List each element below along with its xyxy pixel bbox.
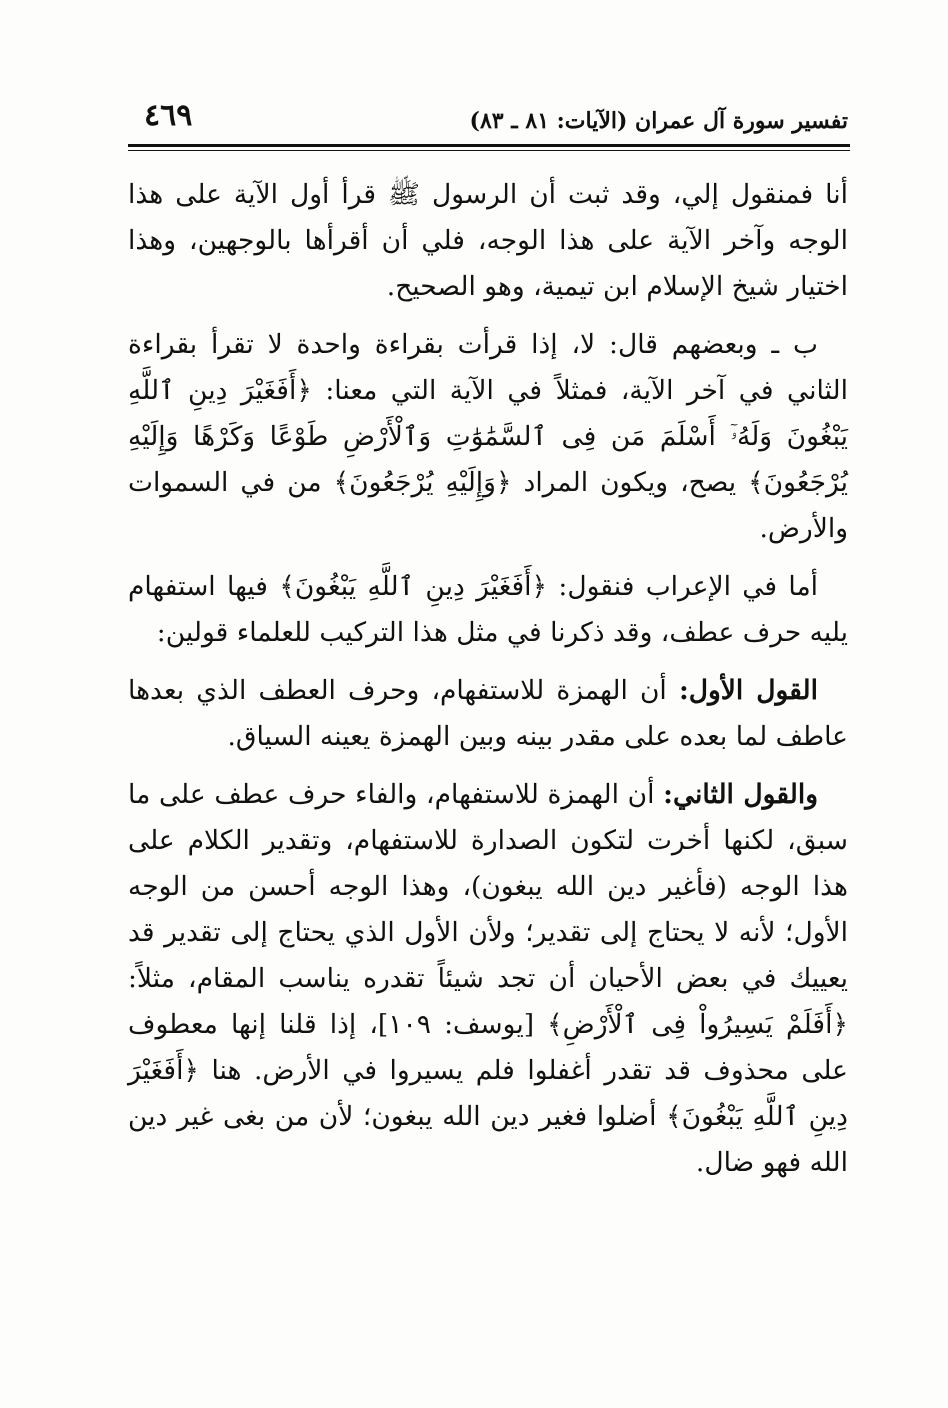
paragraph-2-text-3: من في السموات والأرض. [128,467,848,544]
paragraph-5-text-2: [يوسف: ١٠٩]، إذا قلنا إنها معطوف على محذوف قد تقدر أغفلوا فلم يسيروا في الأرض. هنا [128,1009,848,1086]
quran-verse-1: ﴿أَفَغَيْرَ دِينِ ٱللَّهِ يَبْغُونَ وَلَهُۥٓ أَسْلَمَ مَن فِى ٱلسَّمَٰوَٰتِ وَٱلْأَرْضِ طَوْعًا وَكَرْهًا وَإِلَيْهِ يُرْجَعُونَ﴾ [128,375,848,498]
paragraph-3-text-1: أما في الإعراب فنقول: [547,571,819,602]
paragraph-4-text: أن الهمزة للاستفهام، وحرف العطف الذي بعدها عاطف لما بعده على مقدر بينه وبين الهمزة يعينه السياق. [128,675,848,752]
quran-verse-3: ﴿أَفَغَيْرَ دِينِ ٱللَّهِ يَبْغُونَ﴾ [279,571,548,602]
paragraph-2-text-1: ب ـ وبعضهم قال: لا، إذا قرأت بقراءة واحدة لا تقرأ بقراءة الثاني في آخر الآية، فمثلاً في الآية التي معنا: [128,329,848,406]
quran-verse-2: ﴿وَإِلَيْهِ يُرْجَعُونَ﴾ [333,467,512,498]
paragraph-2-text-2: يصح، ويكون المراد [511,467,749,498]
paragraph-5-text-3: أضلوا فغير دين الله يبغون؛ لأن من بغى غير دين الله فهو ضال. [128,1101,848,1178]
page-number: ٤٦٩ [144,98,193,133]
header-rule-thin [128,150,850,151]
quran-verse-5: ﴿أَفَغَيْرَ دِينِ ٱللَّهِ يَبْغُونَ﴾ [128,1055,848,1132]
paragraph-3-text-2: فيها استفهام يليه حرف عطف، وقد ذكرنا في مثل هذا التركيب للعلماء قولين: [128,571,848,648]
first-opinion-label: القول الأول: [678,675,818,706]
body-text [128,172,848,1198]
header-rule-thick [128,144,850,147]
second-opinion-label: والقول الثاني: [663,779,818,810]
paragraph-2 [128,322,848,552]
paragraph-5 [128,772,848,1186]
running-title: تفسير سورة آل عمران (الآيات: ٨١ ـ ٨٣) [469,108,848,134]
paragraph-3 [128,564,848,656]
quran-verse-4: ﴿أَفَلَمْ يَسِيرُواْ فِى ٱلْأَرْضِ﴾ [547,1009,848,1040]
paragraph-5-text-1: أن الهمزة للاستفهام، والفاء حرف عطف على ما سبق، لكنها أخرت لتكون الصدارة للاستفهام، وتقدير الكلام على هذا الوجه (فأغير دين الله يبغون)، وهذا الوجه أحسن من الوجه الأول؛ لأنه لا يحتاج إلى تقدير؛ ولأن الأول الذي يحتاج إلى تقدير قد يعييك في بعض الأحيان أن تجد شيئاً تقدره يناسب المقام، مثلاً: [128,779,848,994]
paragraph-4 [128,668,848,760]
page-header [128,96,848,140]
paragraph-1-text: أنا فمنقول إلي، وقد ثبت أن الرسول ﷺ قرأ أول الآية على هذا الوجه وآخر الآية على هذا الوجه، فلي أن أقرأها بالوجهين، وهذا اختيار شيخ الإسلام ابن تيمية، وهو الصحيح. [128,179,848,302]
paragraph-1 [128,172,848,310]
